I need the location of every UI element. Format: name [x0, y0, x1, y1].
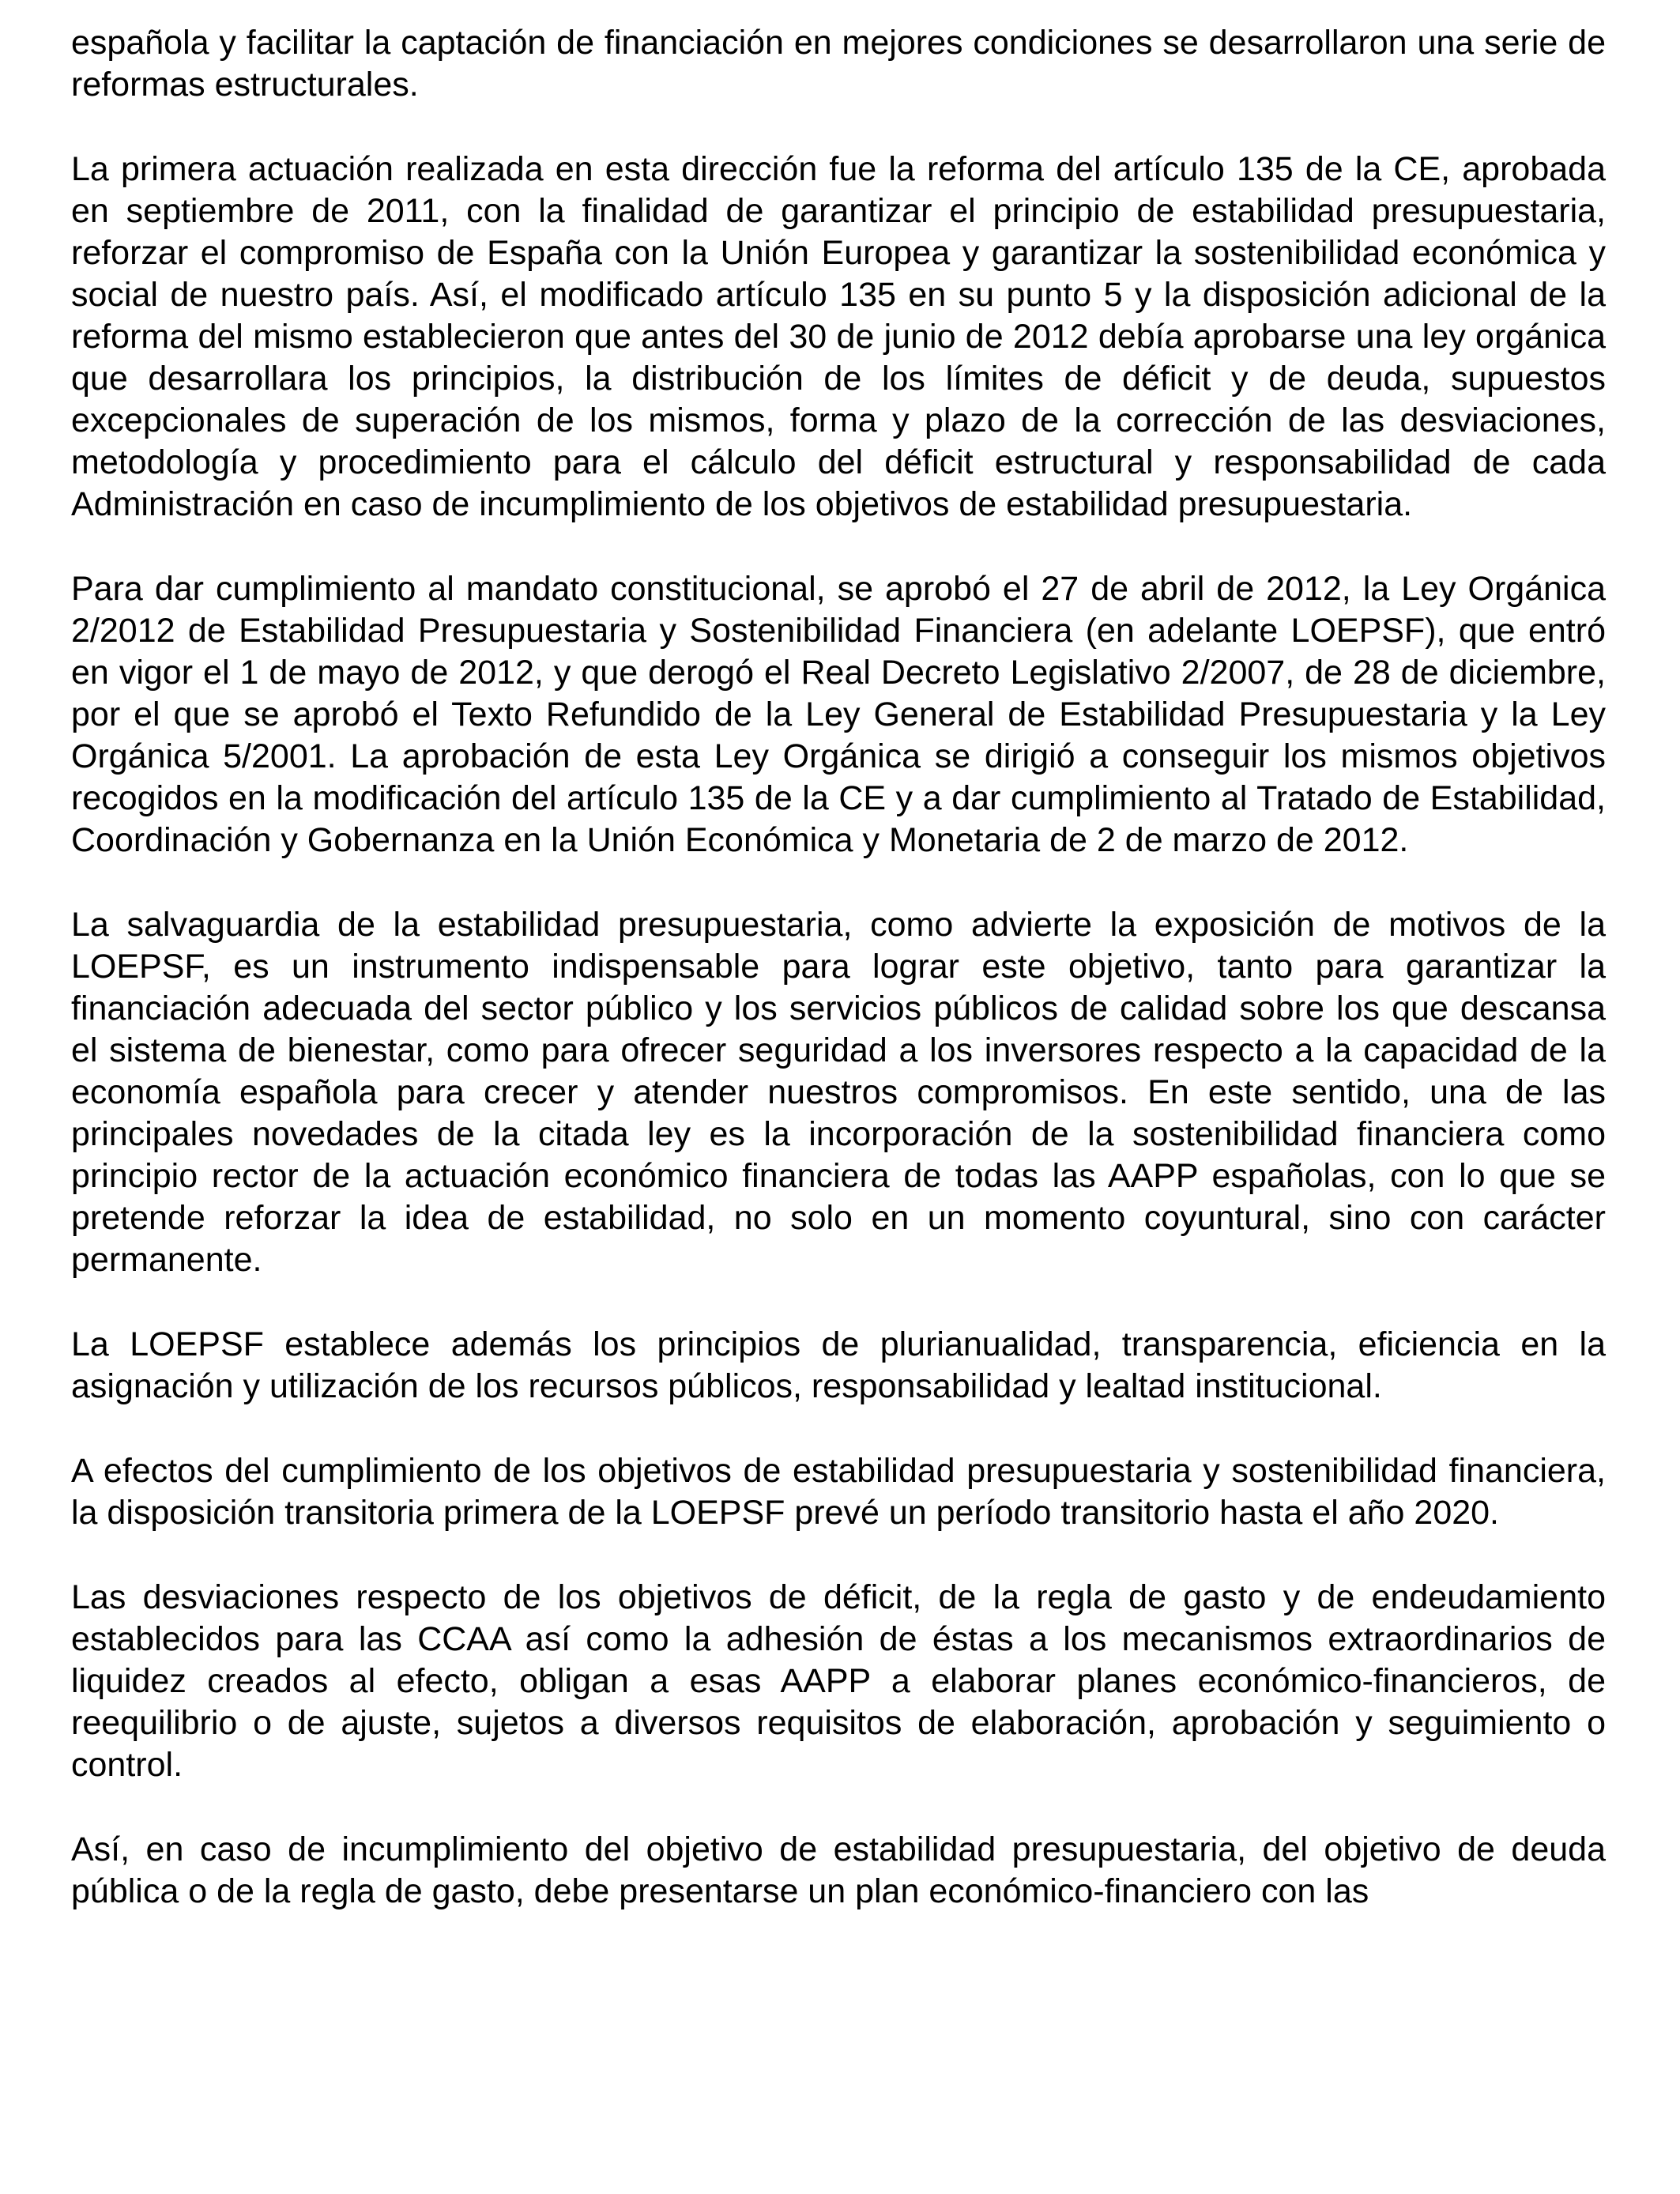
paragraph-3: Para dar cumplimiento al mandato constitucional, se aprobó el 27 de abril de 2012, la Ley Orgánica 2/2012 de Estabilidad Presupuestaria y Sostenibilidad Financiera (en adelante LOEPSF), que entró en vigor el 1 de mayo de 2012, y que derogó el Real Decreto Legislativo 2/2007, de 28 de diciembre, por el que se aprobó el Texto Refundido de la Ley General de Estabilidad Presupuestaria y la Ley Orgánica 5/2001. La aprobación de esta Ley Orgánica se dirigió a conseguir los mismos objetivos recogidos en la modificación del artículo 135 de la CE y a dar cumplimiento al Tratado de Estabilidad, Coordinación y Gobernanza en la Unión Económica y Monetaria de 2 de marzo de 2012. — [71, 570, 1606, 859]
paragraph-4: La salvaguardia de la estabilidad presupuestaria, como advierte la exposición de motivos de la LOEPSF, es un instrumento indispensable para lograr este objetivo, tanto para garantizar la financiación adecuada del sector público y los servicios públicos de calidad sobre los que descansa el sistema de bienestar, como para ofrecer seguridad a los inversores respecto a la capacidad de la economía española para crecer y atender nuestros compromisos. En este sentido, una de las principales novedades de la citada ley es la incorporación de la sostenibilidad financiera como principio rector de la actuación económico financiera de todas las AAPP españolas, con lo que se pretende reforzar la idea de estabilidad, no solo en un momento coyuntural, sino con carácter permanente. — [71, 906, 1606, 1279]
paragraph-6: A efectos del cumplimiento de los objetivos de estabilidad presupuestaria y sostenibilidad financiera, la disposición transitoria primera de la LOEPSF prevé un período transitorio hasta el año 2020. — [71, 1452, 1606, 1532]
paragraph-1: española y facilitar la captación de financiación en mejores condiciones se desarrollaron una serie de reformas estructurales. — [71, 24, 1606, 104]
paragraph-5: La LOEPSF establece además los principios de plurianualidad, transparencia, eficiencia en la asignación y utilización de los recursos públicos, responsabilidad y lealtad institucional. — [71, 1325, 1606, 1405]
body-text — [71, 22, 1606, 1913]
paragraph-8: Así, en caso de incumplimiento del objetivo de estabilidad presupuestaria, del objetivo de deuda pública o de la regla de gasto, debe presentarse un plan económico-financiero con las — [71, 1830, 1606, 1910]
paragraph-2: La primera actuación realizada en esta dirección fue la reforma del artículo 135 de la CE, aprobada en septiembre de 2011, con la finalidad de garantizar el principio de estabilidad presupuestaria, reforzar el compromiso de España con la Unión Europea y garantizar la sostenibilidad económica y social de nuestro país. Así, el modificado artículo 135 en su punto 5 y la disposición adicional de la reforma del mismo establecieron que antes del 30 de junio de 2012 debía aprobarse una ley orgánica que desarrollara los principios, la distribución de los límites de déficit y de deuda, supuestos excepcionales de superación de los mismos, forma y plazo de la corrección de las desviaciones, metodología y procedimiento para el cálculo del déficit estructural y responsabilidad de cada Administración en caso de incumplimiento de los objetivos de estabilidad presupuestaria. — [71, 150, 1606, 523]
paragraph-7: Las desviaciones respecto de los objetivos de déficit, de la regla de gasto y de endeudamiento establecidos para las CCAA así como la adhesión de éstas a los mecanismos extraordinarios de liquidez creados al efecto, obligan a esas AAPP a elaborar planes económico-financieros, de reequilibrio o de ajuste, sujetos a diversos requisitos de elaboración, aprobación y seguimiento o control. — [71, 1578, 1606, 1784]
